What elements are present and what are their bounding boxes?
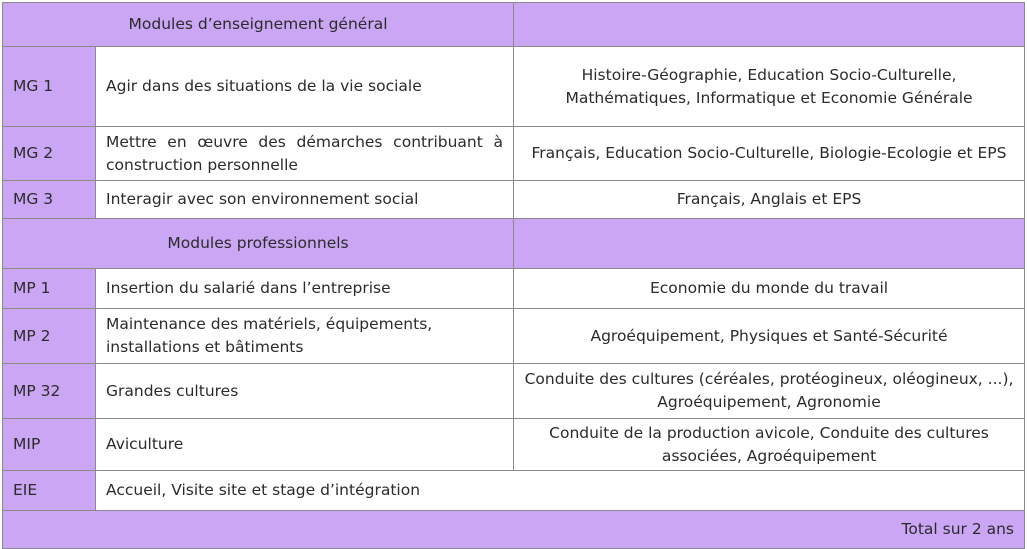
table-row bbox=[3, 364, 1025, 419]
module-description: Agir dans des situations de la vie sociale bbox=[96, 47, 514, 127]
total-row bbox=[3, 511, 1025, 549]
module-description: Interagir avec son environnement social bbox=[96, 181, 514, 219]
section-header-blank-cell bbox=[514, 3, 1025, 47]
table-row bbox=[3, 127, 1025, 181]
module-subjects: Economie du monde du travail bbox=[514, 269, 1025, 309]
module-code: MP 32 bbox=[3, 364, 96, 419]
table-row bbox=[3, 309, 1025, 364]
module-code: MP 1 bbox=[3, 269, 96, 309]
modules-table bbox=[2, 2, 1025, 549]
module-code: MG 2 bbox=[3, 127, 96, 181]
module-description: Grandes cultures bbox=[96, 364, 514, 419]
total-label: Total sur 2 ans bbox=[3, 511, 1025, 549]
section-title: Modules professionnels bbox=[3, 219, 514, 269]
module-description: Accueil, Visite site et stage d’intégration bbox=[96, 471, 1025, 511]
module-code: MIP bbox=[3, 419, 96, 471]
module-code: MG 1 bbox=[3, 47, 96, 127]
module-description: Mettre en œuvre des démarches contribuant à construction personnelle bbox=[96, 127, 514, 181]
module-code: MP 2 bbox=[3, 309, 96, 364]
module-subjects: Agroéquipement, Physiques et Santé-Sécurité bbox=[514, 309, 1025, 364]
module-subjects: Français, Anglais et EPS bbox=[514, 181, 1025, 219]
section-header-general bbox=[3, 3, 1025, 47]
module-description: Aviculture bbox=[96, 419, 514, 471]
module-subjects: Histoire-Géographie, Education Socio-Culturelle, Mathématiques, Informatique et Economie Générale bbox=[514, 47, 1025, 127]
module-subjects: Conduite des cultures (céréales, protéogineux, oléogineux, ...), Agroéquipement, Agronomie bbox=[514, 364, 1025, 419]
section-header-blank-cell bbox=[514, 219, 1025, 269]
table-row bbox=[3, 181, 1025, 219]
table-row bbox=[3, 269, 1025, 309]
section-title: Modules d’enseignement général bbox=[3, 3, 514, 47]
table-row bbox=[3, 419, 1025, 471]
module-description: Insertion du salarié dans l’entreprise bbox=[96, 269, 514, 309]
module-subjects: Français, Education Socio-Culturelle, Biologie-Ecologie et EPS bbox=[514, 127, 1025, 181]
table-row bbox=[3, 47, 1025, 127]
module-subjects: Conduite de la production avicole, Conduite des cultures associées, Agroéquipement bbox=[514, 419, 1025, 471]
table-row bbox=[3, 471, 1025, 511]
module-description: Maintenance des matériels, équipements, installations et bâtiments bbox=[96, 309, 514, 364]
module-code: MG 3 bbox=[3, 181, 96, 219]
section-header-professional bbox=[3, 219, 1025, 269]
module-code: EIE bbox=[3, 471, 96, 511]
